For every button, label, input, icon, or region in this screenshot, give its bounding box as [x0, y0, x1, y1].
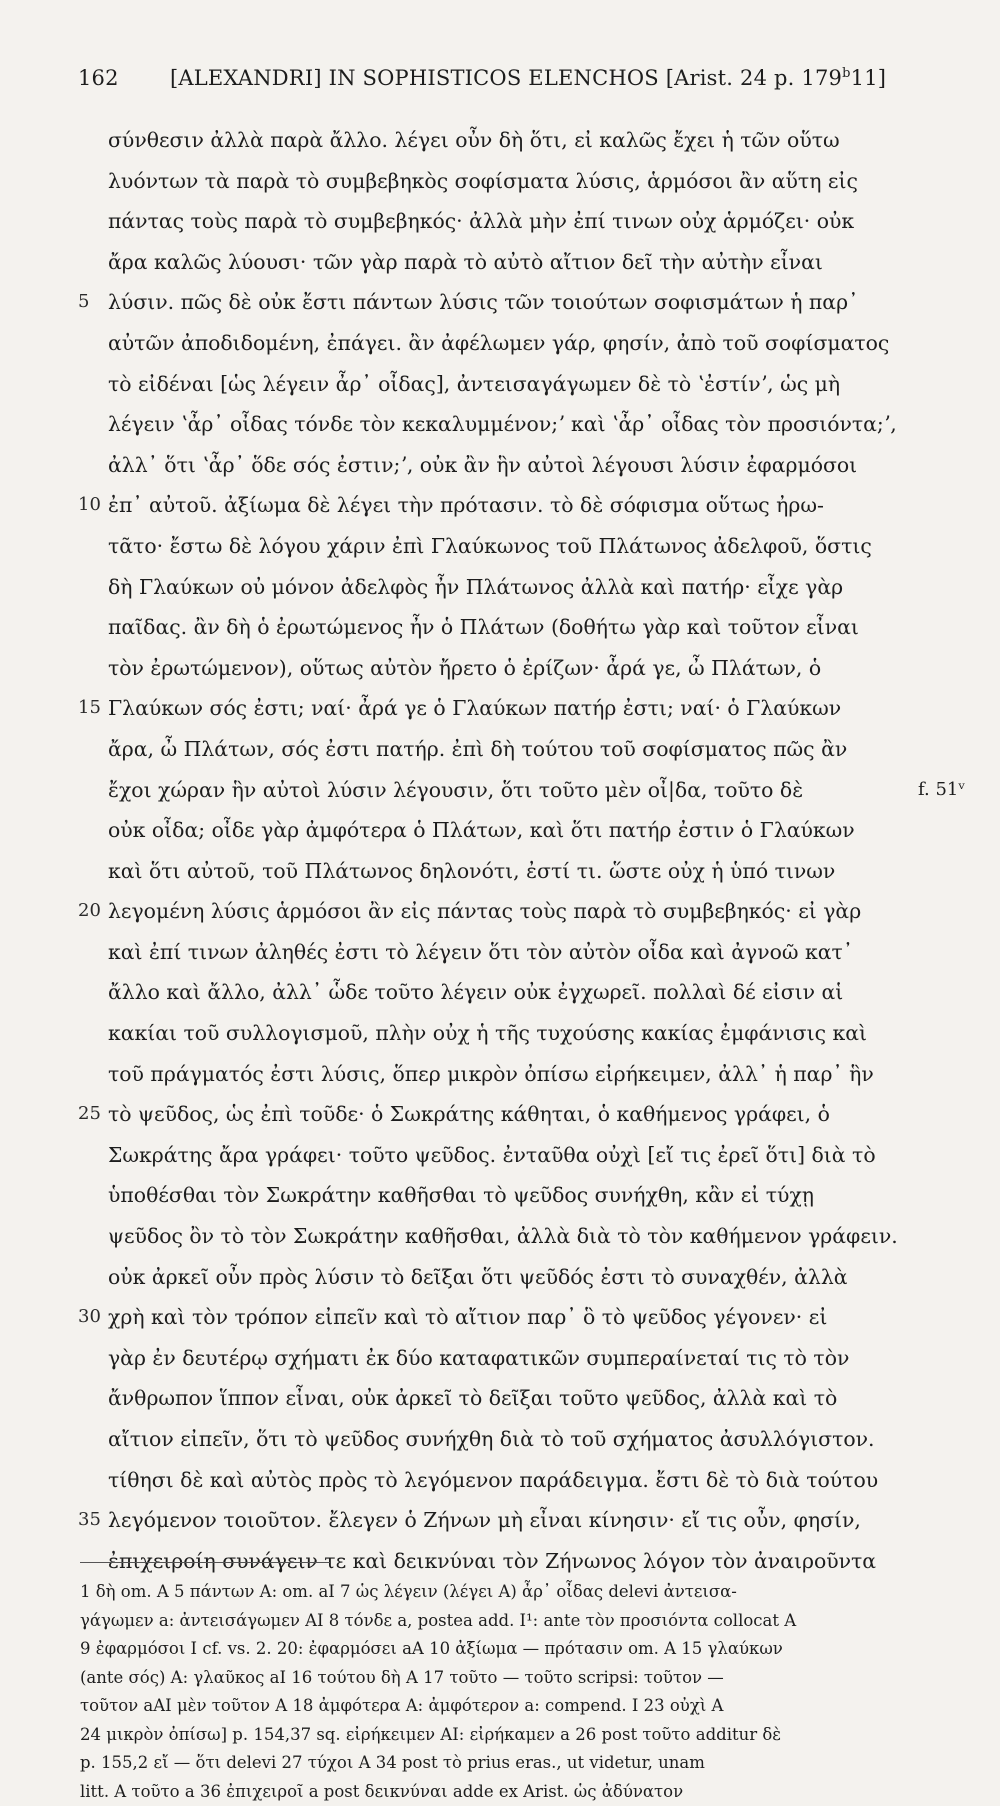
line-number: 15 [78, 688, 106, 729]
text-line [78, 1135, 928, 1176]
line-text: καὶ ἐπί τινων ἀληθές ἐστι τὸ λέγειν ὅτι τὸν αὐτὸν οἶδα καὶ ἀγνοῶ κατ᾽ [108, 932, 853, 973]
text-line [78, 567, 928, 608]
line-text: γὰρ ἐν δευτέρῳ σχήματι ἐκ δύο καταφατικῶν συμπεραίνεταί τις τὸ τὸν [108, 1338, 849, 1379]
text-line [78, 1500, 928, 1541]
line-text: Σωκράτης ἄρα γράφει· τοῦτο ψεῦδος. ἐνταῦθα οὐχὶ [εἴ τις ἐρεῖ ὅτι] διὰ τὸ [108, 1135, 876, 1176]
text-line [78, 688, 928, 729]
running-title: [ALEXANDRI] IN SOPHISTICOS ELENCHOS [Arist. 24 p. 179 [170, 66, 842, 90]
line-text: ἄρα, ὦ Πλάτων, σός ἐστι πατήρ. ἐπὶ δὴ τούτου τοῦ σοφίσματος πῶς ἂν [108, 729, 847, 770]
line-text: δὴ Γλαύκων οὐ μόνον ἀδελφὸς ἦν Πλάτωνος ἀλλὰ καὶ πατήρ· εἶχε γὰρ [108, 567, 843, 608]
text-line [78, 972, 928, 1013]
text-line [78, 445, 928, 486]
line-text: τὸ ψεῦδος, ὡς ἐπὶ τοῦδε· ὁ Σωκράτης κάθηται, ὁ καθήμενος γράφει, ὁ [108, 1094, 830, 1135]
text-line [78, 1013, 928, 1054]
line-text: Γλαύκων σός ἐστι; ναί· ἆρά γε ὁ Γλαύκων πατήρ ἐστι; ναί· ὁ Γλαύκων [108, 688, 841, 729]
line-number: 30 [78, 1297, 106, 1338]
line-text: τὸ εἰδέναι [ὡς λέγειν ἆρ᾽ οἶδας], ἀντεισαγάγωμεν δὲ τὸ ʽἐστίνʼ, ὡς μὴ [108, 364, 840, 405]
line-number: 20 [78, 891, 106, 932]
line-text: οὐκ οἶδα; οἶδε γὰρ ἀμφότερα ὁ Πλάτων, καὶ ὅτι πατήρ ἐστιν ὁ Γλαύκων [108, 810, 855, 851]
line-text: κακίαι τοῦ συλλογισμοῦ, πλὴν οὐχ ἡ τῆς τυχούσης κακίας ἐμφάνισις καὶ [108, 1013, 867, 1054]
text-line [78, 242, 928, 283]
text-line [78, 1419, 928, 1460]
main-text [78, 120, 928, 1581]
text-line [78, 1338, 928, 1379]
apparatus-line: 1 δὴ om. A 5 πάντων A: om. aI 7 ὡς λέγειν (λέγει A) ἆρ᾽ οἶδας delevi ἀντεισα- [80, 1578, 930, 1607]
text-line [78, 1460, 928, 1501]
text-line [78, 607, 928, 648]
text-line [78, 161, 928, 202]
text-line [78, 851, 928, 892]
line-text: οὐκ ἀρκεῖ οὖν πρὸς λύσιν τὸ δεῖξαι ὅτι ψεῦδός ἐστι τὸ συναχθέν, ἀλλὰ [108, 1257, 848, 1298]
line-number: 35 [78, 1500, 106, 1541]
line-text: αὐτῶν ἀποδιδομένη, ἐπάγει. ἂν ἀφέλωμεν γάρ, φησίν, ἀπὸ τοῦ σοφίσματος [108, 323, 889, 364]
text-line [78, 891, 928, 932]
line-text: ὑποθέσθαι τὸν Σωκράτην καθῆσθαι τὸ ψεῦδος συνήχθη, κἂν εἰ τύχῃ [108, 1175, 814, 1216]
page-number: 162 [78, 66, 170, 90]
line-text: λύσιν. πῶς δὲ οὐκ ἔστι πάντων λύσις τῶν τοιούτων σοφισμάτων ἡ παρ᾽ [108, 282, 858, 323]
bekker-column: b [842, 66, 851, 81]
text-line [78, 648, 928, 689]
line-text: ἄρα καλῶς λύουσι· τῶν γὰρ παρὰ τὸ αὐτὸ αἴτιον δεῖ τὴν αὐτὴν εἶναι [108, 242, 823, 283]
line-number: 25 [78, 1094, 106, 1135]
line-text: ἄνθρωπον ἵππον εἶναι, οὐκ ἀρκεῖ τὸ δεῖξαι τοῦτο ψεῦδος, ἀλλὰ καὶ τὸ [108, 1378, 837, 1419]
line-text: τᾶτο· ἔστω δὲ λόγου χάριν ἐπὶ Γλαύκωνος τοῦ Πλάτωνος ἀδελφοῦ, ὅστις [108, 526, 872, 567]
line-text: πάντας τοὺς παρὰ τὸ συμβεβηκός· ἀλλὰ μὴν ἐπί τινων οὐχ ἁρμόζει· οὐκ [108, 201, 854, 242]
line-text: σύνθεσιν ἀλλὰ παρὰ ἄλλο. λέγει οὖν δὴ ὅτι, εἰ καλῶς ἔχει ἡ τῶν οὕτω [108, 120, 840, 161]
line-text: λέγειν ʽἆρ᾽ οἶδας τόνδε τὸν κεκαλυμμένον;ʼ καὶ ʽἆρ᾽ οἶδας τὸν προσιόντα;ʼ, [108, 404, 897, 445]
line-number: 10 [78, 485, 106, 526]
line-text: λεγομένη λύσις ἁρμόσοι ἂν εἰς πάντας τοὺς παρὰ τὸ συμβεβηκός· εἰ γὰρ [108, 891, 861, 932]
apparatus-line: 24 μικρὸν ὀπίσω] p. 154,37 sq. εἰρήκειμεν AI: εἰρήκαμεν a 26 post τοῦτο additur δὲ [80, 1721, 930, 1750]
footnote-rule [80, 1562, 330, 1563]
text-line [78, 485, 928, 526]
text-line [78, 323, 928, 364]
line-text: ἐπ᾽ αὐτοῦ. ἀξίωμα δὲ λέγει τὴν πρότασιν. τὸ δὲ σόφισμα οὕτως ἠρω- [108, 485, 824, 526]
line-text: καὶ ὅτι αὐτοῦ, τοῦ Πλάτωνος δηλονότι, ἐστί τι. ὥστε οὐχ ἡ ὑπό τινων [108, 851, 835, 892]
text-line [78, 1216, 928, 1257]
text-line [78, 120, 928, 161]
line-text: τὸν ἐρωτώμενον), οὕτως αὐτὸν ἤρετο ὁ ἐρίζων· ἆρά γε, ὦ Πλάτων, ὁ [108, 648, 821, 689]
apparatus-line: τοῦτον aAI μὲν τοῦτον A 18 ἀμφότερα A: ἀμφότερον a: compend. I 23 οὐχὶ A [80, 1692, 930, 1721]
apparatus-line: litt. A τοῦτο a 36 ἐπιχειροῖ a post δεικνύναι adde ex Arist. ὡς ἀδύνατον [80, 1778, 930, 1806]
text-line [78, 729, 928, 770]
text-line [78, 932, 928, 973]
line-text: ἀλλ᾽ ὅτι ʽἆρ᾽ ὅδε σός ἐστιν;ʼ, οὐκ ἂν ἣν αὐτοὶ λέγουσι λύσιν ἐφαρμόσοι [108, 445, 857, 486]
text-line [78, 1175, 928, 1216]
line-text: λυόντων τὰ παρὰ τὸ συμβεβηκὸς σοφίσματα λύσις, ἁρμόσοι ἂν αὕτη εἰς [108, 161, 858, 202]
folio-marker: f. 51ᵛ [918, 770, 965, 811]
line-text: χρὴ καὶ τὸν τρόπον εἰπεῖν καὶ τὸ αἴτιον παρ᾽ ὃ τὸ ψεῦδος γέγονεν· εἰ [108, 1297, 827, 1338]
line-text: λεγόμενον τοιοῦτον. ἔλεγεν ὁ Ζήνων μὴ εἶναι κίνησιν· εἴ τις οὖν, φησίν, [108, 1500, 861, 1541]
line-text: ἐπιχειροίη συνάγειν τε καὶ δεικνύναι τὸν Ζήνωνος λόγον τὸν ἀναιροῦντα [108, 1541, 876, 1582]
bekker-line: 11] [851, 66, 887, 90]
line-text: τοῦ πράγματός ἐστι λύσις, ὅπερ μικρὸν ὀπίσω εἰρήκειμεν, ἀλλ᾽ ἡ παρ᾽ ἣν [108, 1054, 874, 1095]
line-number: 5 [78, 282, 106, 323]
text-line [78, 770, 928, 811]
text-line [78, 1378, 928, 1419]
line-text: ἄλλο καὶ ἄλλο, ἀλλ᾽ ὧδε τοῦτο λέγειν οὐκ ἐγχωρεῖ. πολλαὶ δέ εἰσιν αἱ [108, 972, 843, 1013]
text-line [78, 201, 928, 242]
apparatus-line: (ante σός) A: γλαῦκος aI 16 τούτου δὴ A 17 τοῦτο — τοῦτο scripsi: τοῦτον — [80, 1664, 930, 1693]
text-line [78, 364, 928, 405]
line-text: παῖδας. ἂν δὴ ὁ ἐρωτώμενος ἦν ὁ Πλάτων (δοθήτω γὰρ καὶ τοῦτον εἶναι [108, 607, 859, 648]
text-line [78, 526, 928, 567]
text-line [78, 810, 928, 851]
text-line [78, 1094, 928, 1135]
apparatus-line: 9 ἐφαρμόσοι I cf. vs. 2. 20: ἐφαρμόσει aA 10 ἀξίωμα — πρότασιν om. A 15 γλαύκων [80, 1635, 930, 1664]
text-line [78, 1297, 928, 1338]
running-header [78, 66, 918, 90]
line-text: ἔχοι χώραν ἣν αὐτοὶ λύσιν λέγουσιν, ὅτι τοῦτο μὲν οἶ|δα, τοῦτο δὲ [108, 770, 803, 811]
apparatus-line: p. 155,2 εἴ — ὅτι delevi 27 τύχοι A 34 post τὸ prius eras., ut videtur, unam [80, 1749, 930, 1778]
line-text: τίθησι δὲ καὶ αὐτὸς πρὸς τὸ λεγόμενον παράδειγμα. ἔστι δὲ τὸ διὰ τούτου [108, 1460, 878, 1501]
line-text: αἴτιον εἰπεῖν, ὅτι τὸ ψεῦδος συνήχθη διὰ τὸ τοῦ σχήματος ἀσυλλόγιστον. [108, 1419, 875, 1460]
apparatus-line: γάγωμεν a: ἀντεισάγωμεν AI 8 τόνδε a, postea add. I¹: ante τὸν προσιόντα collocat A [80, 1607, 930, 1636]
critical-apparatus [80, 1578, 930, 1806]
line-text: ψεῦδος ὂν τὸ τὸν Σωκράτην καθῆσθαι, ἀλλὰ διὰ τὸ τὸν καθήμενον γράφειν. [108, 1216, 898, 1257]
text-line [78, 404, 928, 445]
text-line [78, 1054, 928, 1095]
text-line [78, 1257, 928, 1298]
text-line [78, 282, 928, 323]
